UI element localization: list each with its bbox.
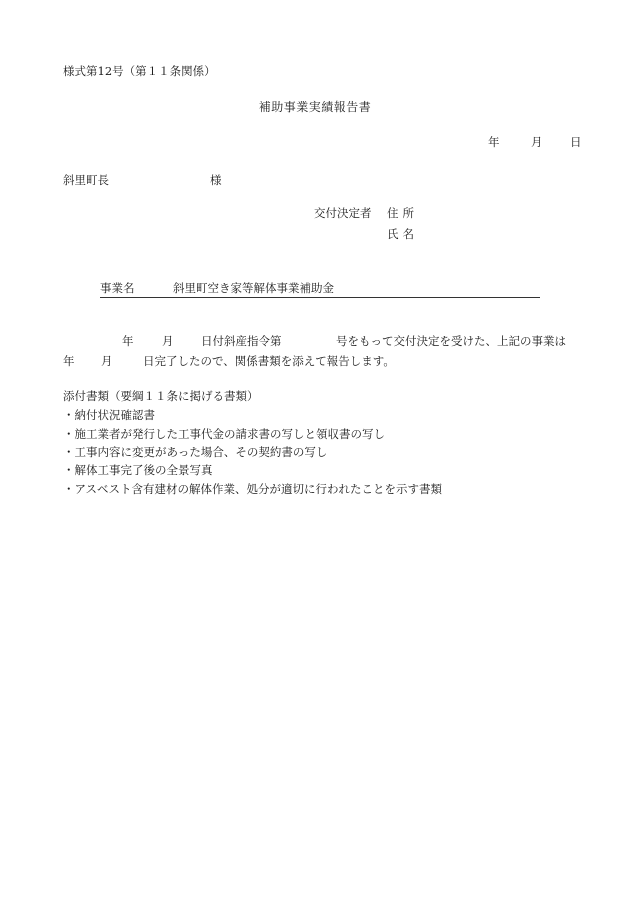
body-decision-text: 号をもって交付決定を受けた、上記の事業は [336, 334, 566, 348]
addressee-honorific: 様 [210, 173, 222, 187]
attachment-item: ・施工業者が発行した工事代金の請求書の写しと領収書の写し [63, 427, 385, 441]
project-label: 事業名 [100, 281, 135, 295]
body-year-label: 年 [122, 334, 134, 348]
body-completion-month-label: 月 [101, 354, 113, 368]
addressee-name: 斜里町長 [63, 173, 109, 187]
address-label: 住所 [387, 206, 418, 220]
date-day-label: 日 [570, 135, 582, 149]
grantee-label: 交付決定者 [314, 206, 372, 220]
project-name: 斜里町空き家等解体事業補助金 [173, 281, 334, 295]
attachment-item: ・納付状況確認書 [63, 408, 155, 422]
body-month-label: 月 [162, 334, 174, 348]
body-completion-year-label: 年 [63, 354, 75, 368]
name-label: 氏名 [387, 227, 418, 241]
body-completion-text: 日完了したので、関係書類を添えて報告します。 [143, 354, 395, 368]
attachment-item: ・解体工事完了後の全景写真 [63, 463, 213, 477]
date-month-label: 月 [531, 135, 543, 149]
form-number: 様式第12号（第１１条関係） [63, 64, 216, 78]
document-title: 補助事業実績報告書 [258, 100, 372, 114]
project-row [100, 283, 540, 298]
date-year-label: 年 [488, 135, 500, 149]
attachment-item: ・アスベスト含有建材の解体作業、処分が適切に行われたことを示す書類 [63, 482, 443, 496]
attachment-item: ・工事内容に変更があった場合、その契約書の写し [63, 445, 328, 459]
attachments-heading: 添付書類（要綱１１条に掲げる書類） [63, 389, 259, 403]
body-directive-text: 日付斜産指令第 [201, 334, 282, 348]
